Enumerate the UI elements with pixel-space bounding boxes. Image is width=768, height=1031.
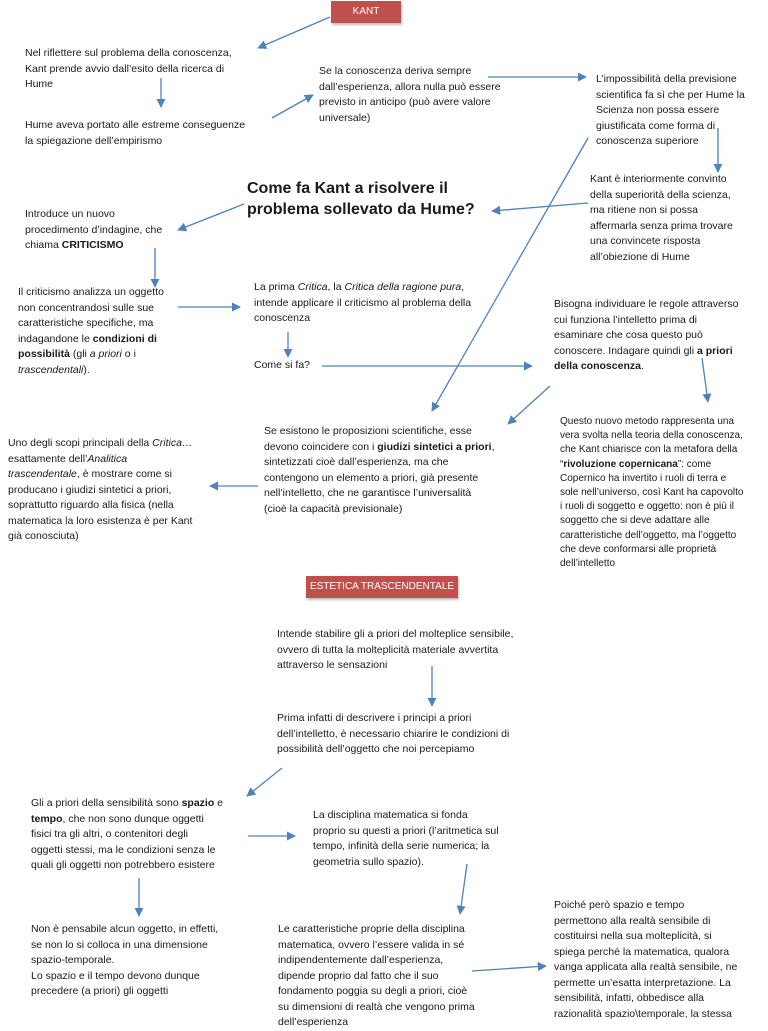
node-line: Hume aveva portato alle estreme conseguenze: [25, 119, 246, 131]
node-text: (gli: [69, 348, 90, 360]
node-line: non concentrandosi sulle sue: [18, 301, 155, 314]
node-n4: [596, 72, 768, 150]
header-estetica-trascendentale: ESTETICA TRASCENDENTALE: [306, 576, 458, 598]
node-text: ”: come: [677, 458, 712, 470]
node-line: spiega perché la matematica, qualora: [554, 945, 730, 958]
node-line: scientifica fa sì che per Hume la: [596, 88, 745, 101]
node-text: , la: [327, 281, 345, 293]
node-text-bold: condizioni di: [92, 332, 157, 345]
node-line: Nel riflettere sul problema della conoscenza,: [25, 47, 232, 59]
node-text: ,: [461, 281, 465, 293]
node-text: , è mostrare come si: [76, 468, 173, 480]
node-line: [18, 332, 188, 348]
node-text-italic: Critica…: [152, 437, 193, 449]
header-kant: KANT: [331, 1, 401, 23]
node-text: Gli a priori della sensibilità sono: [31, 797, 182, 809]
node-line: possibilità dell’oggetto che noi percepiamo: [277, 743, 475, 755]
node-line: [18, 363, 188, 379]
node-line: producano i giudizi sintetici a priori,: [8, 483, 172, 496]
node-line: Le caratteristiche proprie della disciplina: [278, 923, 465, 935]
node-line: Copernico ha invertito i ruoli di terra e: [560, 472, 727, 484]
node-line: caratteristiche specifiche, ma: [18, 317, 154, 329]
node-line: matematica, ovvero l’essere valida in sé: [278, 938, 465, 951]
node-line: quali gli oggetti non potrebbero esistere: [31, 859, 215, 871]
node-line: costituirsi nella sua molteplicità, si: [554, 930, 712, 942]
node-line: soprattutto riguardo alla fisica (nella: [8, 499, 174, 511]
node-line: della superiorità della scienza,: [590, 188, 731, 201]
node-n6: [25, 207, 195, 254]
node-line: [18, 347, 188, 363]
node-n18: [31, 922, 251, 1000]
node-line: [554, 344, 766, 360]
node-text-italic: Critica della ragione pura: [344, 281, 462, 293]
node-line: esaminare che cosa questo può: [554, 329, 703, 341]
node-line: contengono un elemento a priori, già presente: [264, 471, 479, 484]
node-text: Uno degli scopi principali della: [8, 437, 153, 449]
node-n15: [277, 711, 547, 758]
node-line: ma ritiene non si possa: [590, 204, 698, 216]
node-line: ovvero di tutta la molteplicità materiale avvertita: [277, 643, 499, 656]
node-line: tempo, infinità della serie numerica; la: [313, 840, 490, 852]
node-n9: [254, 358, 334, 374]
node-line: Scienza non possa essere: [596, 104, 720, 116]
question-line-2: problema sollevato da Hume?: [247, 201, 475, 218]
node-text: ,: [491, 440, 495, 453]
node-line: Se la conoscenza deriva sempre: [319, 65, 472, 77]
arrow-n2-to-n3: [272, 95, 313, 118]
node-n19: [278, 922, 498, 1031]
node-text: chiama: [25, 239, 62, 251]
node-line: La disciplina matematica si fonda: [313, 809, 468, 821]
node-line: procedimento d’indagine, che: [25, 223, 163, 236]
node-line: all’obiezione di Hume: [590, 250, 690, 263]
node-text: o i: [121, 348, 136, 360]
node-n10: [554, 297, 766, 375]
node-line: Non è pensabile alcun oggetto, in effetti,: [31, 923, 219, 935]
node-line: precedere (a priori) gli oggetti: [31, 985, 169, 997]
node-text: ).: [83, 363, 90, 376]
node-n14: [277, 627, 547, 674]
node-line: indipendentemente dall’esperienza,: [278, 954, 444, 966]
arrow-kant-to-n1: [258, 17, 330, 48]
node-line: [31, 812, 256, 828]
node-text-bold: tempo: [31, 812, 63, 825]
node-line: dell’esperienza: [278, 1016, 349, 1028]
node-line: spazio-temporale.: [31, 954, 115, 966]
node-n13: [560, 415, 768, 571]
node-line: vanga applicata alla realtà sensibile, ne: [554, 961, 738, 973]
node-text-bold: rivoluzione copernicana: [563, 458, 678, 470]
node-text: conoscere. Indagare quindi gli: [554, 344, 698, 357]
node-line: che deve conformarsi alle proprietà: [560, 543, 717, 555]
node-line: Hume: [25, 78, 54, 90]
node-line: Lo spazio e il tempo devono dunque: [31, 969, 200, 982]
node-line: Kant è interiormente convinto: [590, 173, 727, 185]
node-n7: [18, 285, 188, 378]
node-n12: [8, 436, 223, 545]
node-line: sintetizzati cioè dall’esperienza, ma che: [264, 456, 449, 468]
node-line: Questo nuovo metodo rappresenta una: [560, 416, 735, 427]
node-line: [554, 359, 766, 375]
node-line: Bisogna individuare le regole attraverso: [554, 298, 739, 310]
node-line: [8, 467, 223, 483]
node-text: “: [560, 458, 564, 470]
node-line: la spiegazione dell’empirismo: [25, 134, 163, 147]
node-line: una convincete risposta: [590, 235, 701, 247]
node-line: soggetto che si deve adattare alle: [560, 515, 710, 527]
node-line: nell’intelletto, che ne garantisce l’universalità: [264, 487, 472, 499]
node-line: oggetti stessi, ma le condizioni senza le: [31, 843, 216, 856]
node-line: permette un’esatta interpretazione. La: [554, 976, 731, 989]
node-text-italic: Critica: [297, 281, 328, 293]
node-text: devono coincidere con i: [264, 440, 378, 453]
node-n11: [264, 424, 520, 517]
node-line: universale): [319, 111, 371, 124]
question-line-1: Come fa Kant a risolvere il: [247, 180, 448, 197]
node-text-bold: spazio: [181, 797, 215, 809]
node-line: (cioè la capacità previsionale): [264, 502, 403, 515]
node-line: Intende stabilire gli a priori del molteplice sensibile,: [277, 628, 514, 640]
node-line: su dimensioni di realtà che vengono prima: [278, 1000, 475, 1013]
node-line: [560, 458, 768, 472]
node-line: [264, 440, 520, 456]
node-line: [25, 238, 195, 254]
node-text-bold: della conoscenza: [554, 360, 641, 372]
node-line: caratteristiche dell’oggetto, ma l’oggetto: [560, 529, 737, 541]
node-line: i ruoli di soggetto e oggetto: non è più il: [560, 501, 735, 513]
node-text-bold: a priori: [697, 344, 733, 357]
node-line: già conosciuta): [8, 530, 79, 542]
node-line: intende applicare il criticismo al problema della: [254, 296, 472, 309]
node-line: cui funziona l’intelletto prima di: [554, 313, 697, 326]
node-line: attraverso le sensazioni: [277, 659, 388, 671]
node-text-bold: CRITICISMO: [61, 239, 124, 251]
node-line: sensibilità, infatti, obbedisce alla: [554, 992, 705, 1004]
node-text-italic: a priori: [89, 348, 122, 360]
arrow-n10-to-n11: [508, 386, 550, 424]
node-line: dell’intelletto, è necessario chiarire le condizioni di: [277, 727, 510, 740]
node-line: geometria sullo spazio).: [313, 855, 424, 868]
node-line: dell’intelletto: [560, 558, 616, 570]
node-line: affermarla senza prima trovare: [590, 219, 733, 232]
node-line: dall’esperienza, allora nulla può essere: [319, 80, 501, 93]
node-line: Introduce un nuovo: [25, 208, 115, 220]
node-text-italic: Analitica: [87, 452, 128, 465]
node-text: esattamente dell’: [8, 452, 88, 465]
node-text-italic: trascendentali: [18, 363, 84, 376]
node-line: fondamento poggia su degli a priori, cioè: [278, 985, 468, 997]
node-n8: [254, 280, 514, 327]
node-text-bold: giudizi sintetici a priori: [377, 440, 492, 453]
node-line: Prima infatti di descrivere i principi a priori: [277, 712, 472, 724]
node-text: indagandone le: [18, 332, 93, 345]
node-line: se non lo si colloca in una dimensione: [31, 938, 208, 951]
node-line: matematica la loro esistenza è per Kant: [8, 514, 193, 527]
node-line: razionalità spazio\temporale, la stessa: [554, 1007, 733, 1020]
node-line: vera svolta nella teoria della conoscenza,: [560, 430, 743, 442]
node-line: Poiché però spazio e tempo: [554, 899, 685, 911]
node-line: Il criticismo analizza un oggetto: [18, 286, 164, 298]
node-line: sole nell’universo, così Kant ha capovolto: [560, 487, 744, 499]
arrow-n15-to-n16: [247, 768, 282, 796]
node-line: [8, 436, 223, 452]
node-text: La prima: [254, 281, 298, 293]
node-text: e: [214, 797, 224, 809]
node-line: L’impossibilità della previsione: [596, 73, 737, 85]
node-line: che Kant chiarisce con la metafora della: [560, 444, 738, 456]
node-n3: [319, 64, 519, 126]
node-line: previsto in anticipo (può avere valore: [319, 96, 491, 108]
node-text: .: [640, 360, 644, 372]
node-line: [31, 796, 256, 812]
node-line: conoscenza superiore: [596, 135, 699, 147]
node-n2: [25, 118, 275, 149]
node-line: conoscenza: [254, 312, 311, 324]
node-line: giustificata come forma di: [596, 119, 716, 132]
node-text-bold: possibilità: [18, 348, 70, 360]
node-line: [8, 452, 223, 468]
node-line: permettono alla realtà sensibile di: [554, 914, 711, 927]
node-text-italic: trascendentale: [8, 468, 77, 480]
node-n1: [25, 46, 265, 93]
node-line: proprio su questi a priori (l’aritmetica sul: [313, 824, 499, 837]
node-line: dipende proprio dal fatto che il suo: [278, 969, 439, 982]
central-question: [247, 178, 507, 220]
node-line: Se esistono le proposizioni scientifiche, esse: [264, 425, 472, 437]
arrow-n17-to-n19: [460, 864, 467, 914]
node-line: [254, 280, 514, 296]
node-n5: [590, 172, 765, 265]
node-line: fisici tra gli altri, o contenitori degli: [31, 828, 188, 840]
node-text: , che non sono dunque oggetti: [62, 812, 204, 825]
node-n16: [31, 796, 256, 874]
node-n17: [313, 808, 538, 870]
node-n20: [554, 898, 768, 1022]
node-line: Come si fa?: [254, 359, 311, 371]
node-line: Kant prende avvio dall’esito della ricerca di: [25, 62, 225, 75]
